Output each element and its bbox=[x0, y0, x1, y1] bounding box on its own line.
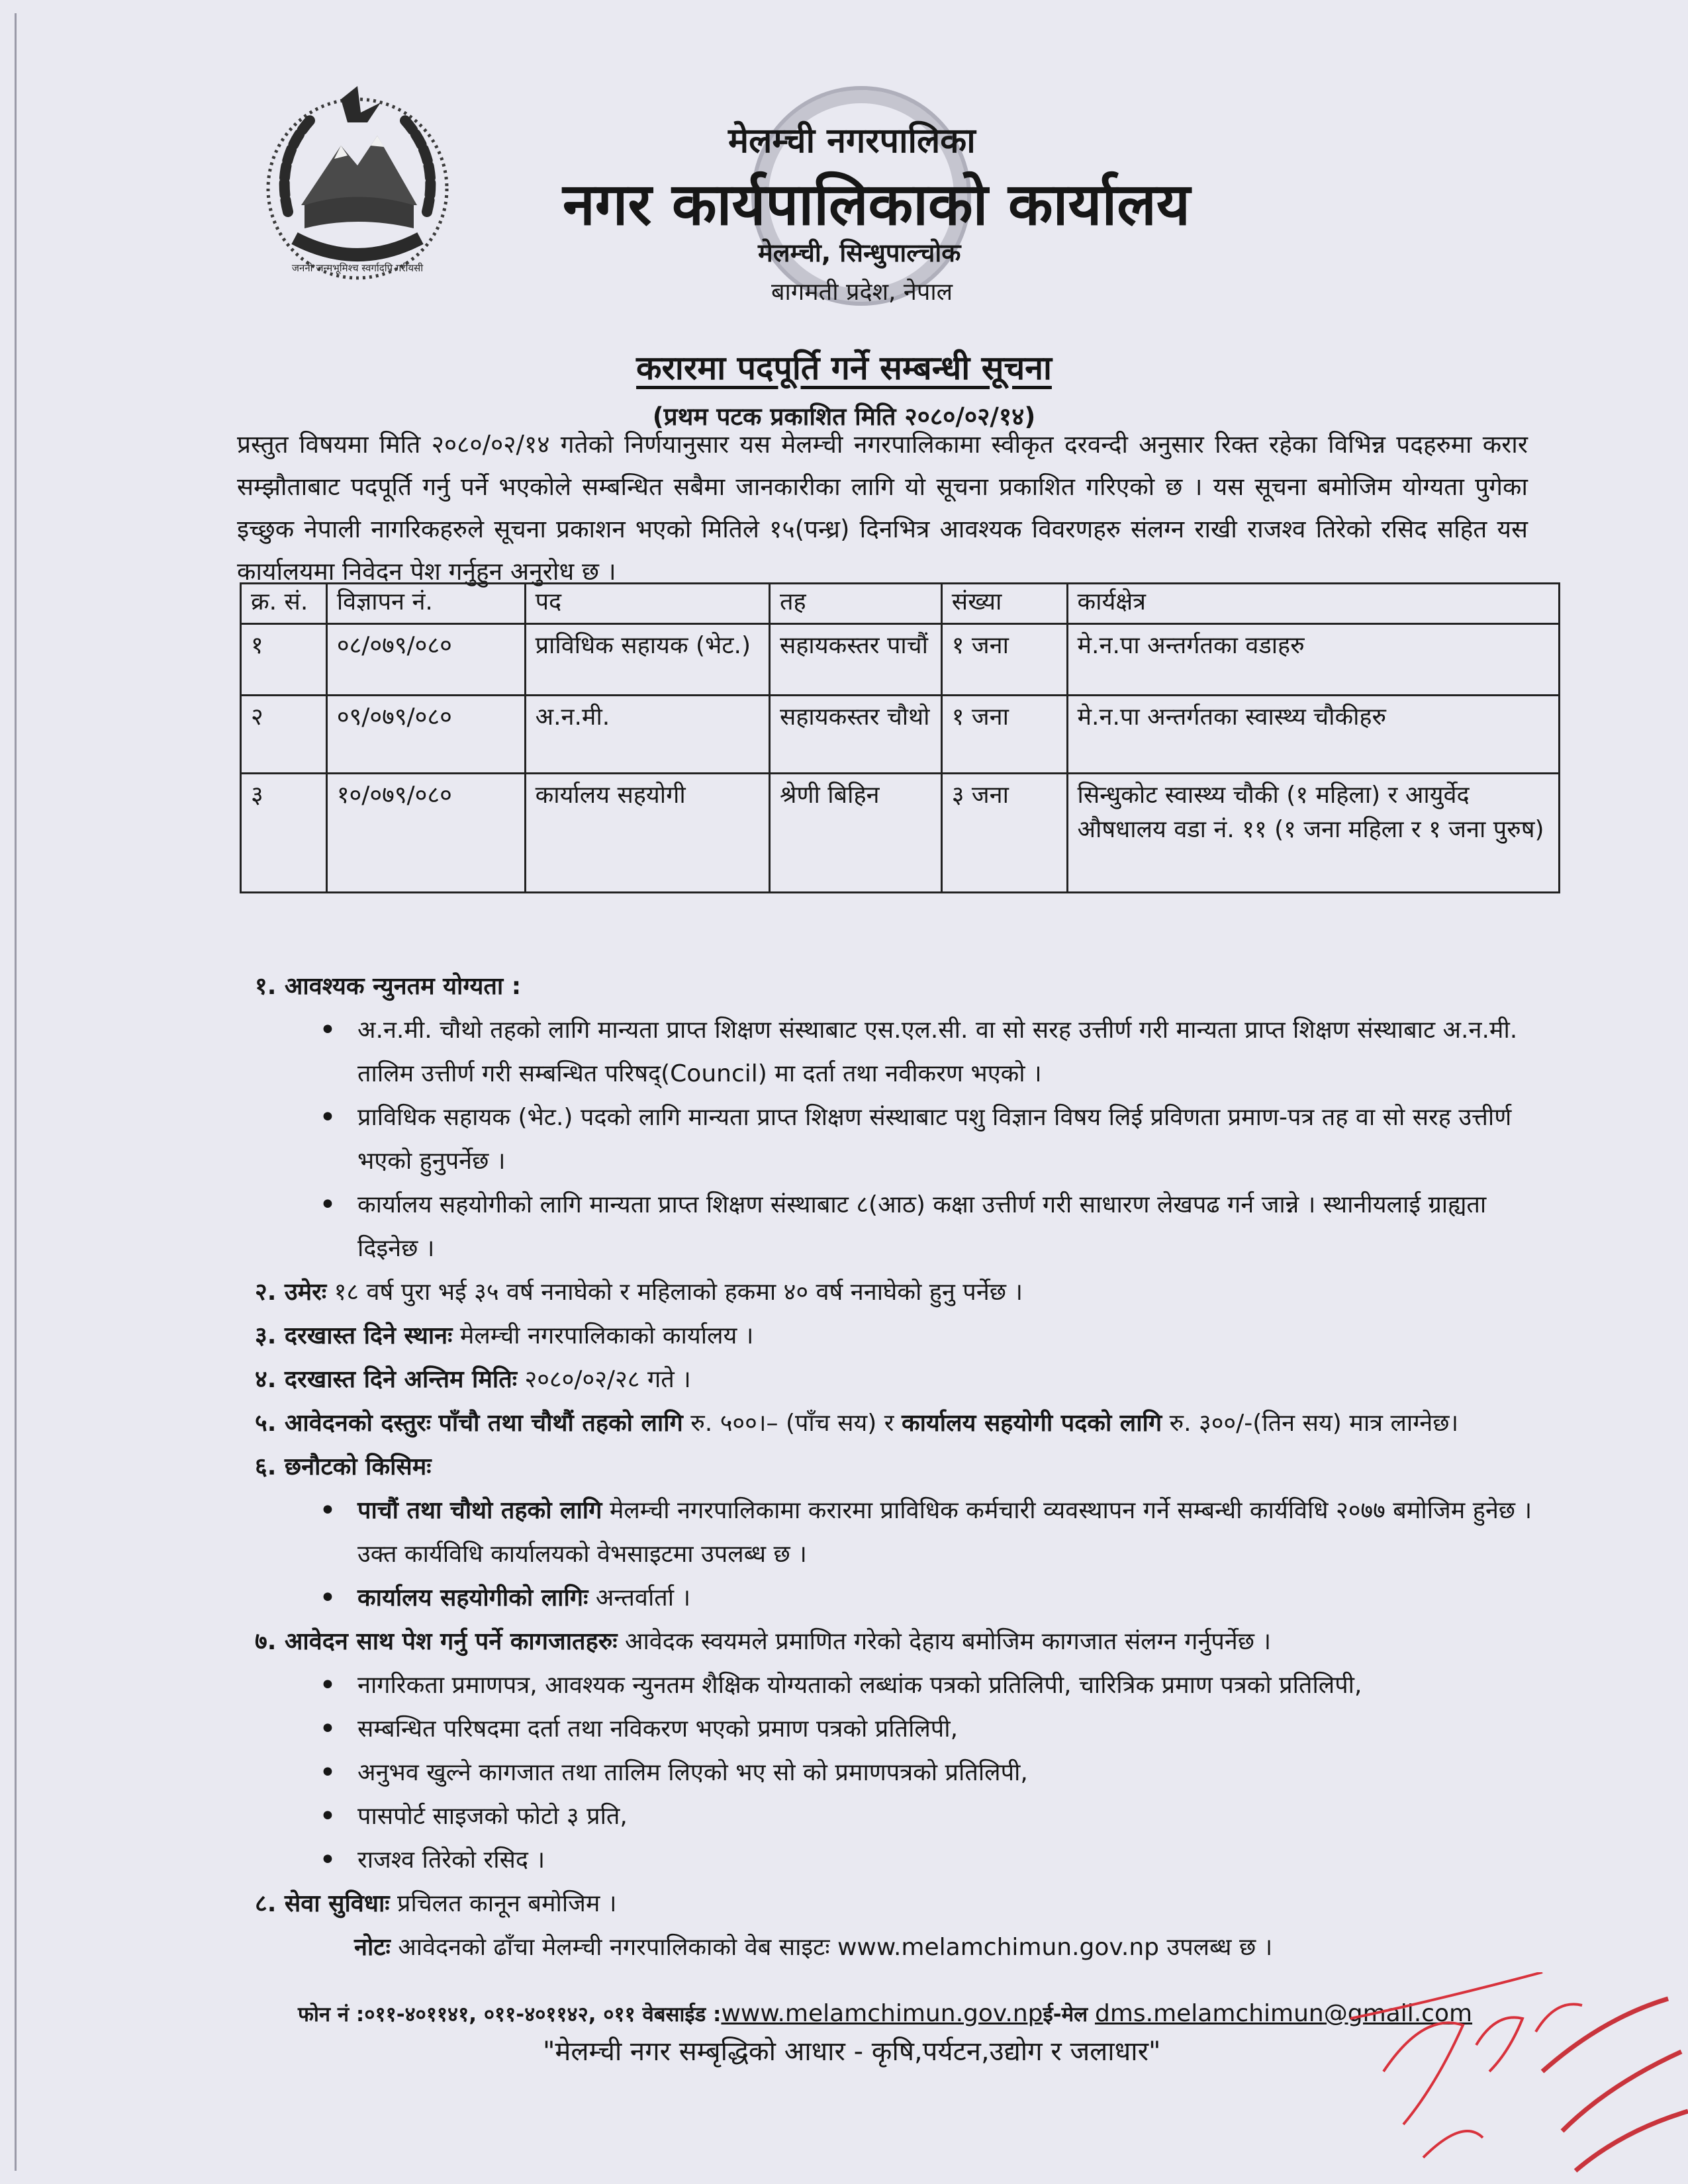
table-row bbox=[241, 774, 1560, 893]
qualification-list bbox=[255, 1009, 1552, 1271]
list-item: • सम्बन्धित परिषदमा दर्ता तथा नविकरण भएको प्रमाण पत्रको प्रतिलिपी, bbox=[357, 1707, 1552, 1751]
documents-list bbox=[255, 1664, 1552, 1882]
cell-post: प्राविधिक सहायक (भेट.) bbox=[525, 624, 769, 696]
municipality-slogan: "मेलम्ची नगर सम्बृद्धिको आधार - कृषि,पर्यटन,उद्योग र जलाधार" bbox=[543, 2036, 1161, 2067]
cell-level: सहायकस्तर पाचौं bbox=[769, 624, 941, 696]
cell-count: १ जना bbox=[941, 696, 1067, 774]
section-2-age: २. उमेरः १८ वर्ष पुरा भई ३५ वर्ष ननाघेको र महिलाको हकमा ४० वर्ष ननाघेको हुनु पर्नेछ । bbox=[255, 1279, 1023, 1306]
section-3-place: ३. दरखास्त दिने स्थानः मेलम्ची नगरपालिकाको कार्यालय । bbox=[255, 1322, 754, 1349]
section-4-deadline: ४. दरखास्त दिने अन्तिम मितिः २०८०/०२/२८ गते । bbox=[255, 1366, 691, 1393]
notice-subtitle: (प्रथम पटक प्रकाशित मिति २०८०/०२/१४) bbox=[652, 402, 1036, 431]
section-7-documents: ७. आवेदन साथ पेश गर्नु पर्ने कागजातहरुः आवेदक स्वयमले प्रमाणित गरेको देहाय बमोजिम कागजात संलग्न गर्नुपर्नेछ । bbox=[255, 1628, 1272, 1655]
list-item: • पाचौं तथा चौथो तहको लागि मेलम्ची नगरपालिकामा करारमा प्राविधिक कर्मचारी व्यवस्थापन गर्ने सम्बन्धी कार्यविधि २०७७ बमोजिम हुनेछ । उक्त कार्यविधि कार्यालयको वेभसाइटमा उपलब्ध छ । bbox=[357, 1489, 1552, 1576]
selection-list bbox=[255, 1489, 1552, 1620]
list-item: • अनुभव खुल्ने कागजात तथा तालिम लिएको भए सो को प्रमाणपत्रको प्रतिलिपी, bbox=[357, 1751, 1552, 1795]
list-item: • प्राविधिक सहायक (भेट.) पदको लागि मान्यता प्राप्त शिक्षण संस्थाबाट पशु विज्ञान विषय लिई प्रविणता प्रमाण-पत्र तह वा सो सरह उत्तीर्ण भएको हुनुपर्नेछ । bbox=[357, 1096, 1552, 1183]
section-5-fee: ५. आवेदनको दस्तुरः पाँचौ तथा चौथौं तहको लागि रु. ५००।– (पाँच सय) र कार्यालय सहयोगी पदको लागि रु. ३००/-(तिन सय) मात्र लाग्नेछ। bbox=[255, 1410, 1459, 1437]
cell-workplace: सिन्धुकोट स्वास्थ्य चौकी (१ महिला) र आयुर्वेद औषधालय वडा नं. ११ (१ जना महिला र १ जना पुरुष) bbox=[1067, 774, 1560, 893]
col-header-workplace: कार्यक्षेत्र bbox=[1067, 584, 1560, 624]
table-row bbox=[241, 624, 1560, 696]
list-item: • कार्यालय सहयोगीको लागिः अन्तर्वार्ता । bbox=[357, 1576, 1552, 1620]
municipality-name: मेलम्ची नगरपालिका bbox=[728, 121, 976, 161]
phone-label: फोन नं : bbox=[298, 2003, 365, 2026]
col-header-post: पद bbox=[525, 584, 769, 624]
nepal-emblem-icon bbox=[248, 73, 467, 291]
office-province: बागमती प्रदेश, नेपाल bbox=[771, 279, 953, 306]
cell-serial: २ bbox=[241, 696, 327, 774]
cell-level: श्रेणी बिहिन bbox=[769, 774, 941, 893]
cell-serial: १ bbox=[241, 624, 327, 696]
section-8-benefits: ८. सेवा सुविधाः प्रचिलत कानून बमोजिम । bbox=[255, 1890, 617, 1917]
notice-intro: प्रस्तुत विषयमा मिति २०८०/०२/१४ गतेको निर्णयानुसार यस मेलम्ची नगरपालिकामा स्वीकृत दरवन्दी अनुसार रिक्त रहेका विभिन्न पदहरुमा करार सम्झौताबाट पदपूर्ति गर्नु पर्ने भएकोले सम्बन्धित सबैमा जानकारीका लागि यो सूचना प्रकाशित गरिएको छ । यस सूचना बमोजिम योग्यता पुगेका इच्छुक नेपाली नागरिकहरुले सूचना प्रकाशन भएको मितिले १५(पन्ध्र) दिनभित्र आवश्यक विवरणहरु संलग्न राखी राजश्व तिरेको रसिद सहित यस कार्यालयमा निवेदन पेश गर्नुहुन अनुरोध छ । bbox=[237, 430, 1528, 586]
cell-count: ३ जना bbox=[941, 774, 1067, 893]
website-link[interactable]: www.melamchimun.gov.np bbox=[721, 2000, 1043, 2027]
col-header-serial: क्र. सं. bbox=[241, 584, 327, 624]
table-header-row bbox=[241, 584, 1560, 624]
note-line: नोटः आवेदनको ढाँचा मेलम्ची नगरपालिकाको वेब साइटः www.melamchimun.gov.np उपलब्ध छ । bbox=[354, 1934, 1273, 1961]
signature-scribble-icon bbox=[1324, 1972, 1688, 2184]
email-link[interactable]: dms.melamchimun@gmail.com bbox=[1094, 2000, 1473, 2027]
list-item: • पासपोर्ट साइजको फोटो ३ प्रति, bbox=[357, 1795, 1552, 1839]
office-address: मेलम्ची, सिन्धुपाल्चोक bbox=[758, 238, 961, 267]
cell-count: १ जना bbox=[941, 624, 1067, 696]
cell-post: अ.न.मी. bbox=[525, 696, 769, 774]
cell-ad-number: ०९/०७९/०८० bbox=[326, 696, 525, 774]
phone-numbers: ०११-४०११४१, ०११-४०११४२, ०११ वेबसाईड : bbox=[364, 2003, 722, 2026]
vacancy-table bbox=[240, 582, 1560, 893]
cell-workplace: मे.न.पा अन्तर्गतका वडाहरु bbox=[1067, 624, 1560, 696]
cell-post: कार्यालय सहयोगी bbox=[525, 774, 769, 893]
cell-ad-number: १०/०७९/०८० bbox=[326, 774, 525, 893]
email-label: ई-मेल bbox=[1043, 2003, 1088, 2026]
cell-ad-number: ०८/०७९/०८० bbox=[326, 624, 525, 696]
table-row bbox=[241, 696, 1560, 774]
office-name: नगर कार्यपालिकाको कार्यालय bbox=[563, 170, 1190, 238]
cell-serial: ३ bbox=[241, 774, 327, 893]
cell-level: सहायकस्तर चौथो bbox=[769, 696, 941, 774]
contact-line bbox=[298, 2000, 1472, 2028]
col-header-count: संख्या bbox=[941, 584, 1067, 624]
col-header-level: तह bbox=[769, 584, 941, 624]
notice-sections bbox=[255, 965, 1552, 1970]
section-6-title: ६. छनौटको किसिमः bbox=[255, 1453, 432, 1480]
emblem-motto: जननी जन्मभूमिश्च स्वर्गादपि गरीयसी bbox=[291, 262, 424, 274]
list-item: • अ.न.मी. चौथो तहको लागि मान्यता प्राप्त शिक्षण संस्थाबाट एस.एल.सी. वा सो सरह उत्तीर्ण गरी मान्यता प्राप्त शिक्षण संस्थाबाट अ.न.मी. तालिम उत्तीर्ण गरी सम्बन्धित परिषद्(Council) मा दर्ता तथा नवीकरण भएको । bbox=[357, 1009, 1552, 1096]
col-header-ad-number: विज्ञापन नं. bbox=[326, 584, 525, 624]
list-item: • नागरिकता प्रमाणपत्र, आवश्यक न्युनतम शैक्षिक योग्यताको लब्धांक पत्रको प्रतिलिपी, चारित्रिक प्रमाण पत्रको प्रतिलिपी, bbox=[357, 1664, 1552, 1707]
cell-workplace: मे.न.पा अन्तर्गतका स्वास्थ्य चौकीहरु bbox=[1067, 696, 1560, 774]
list-item: • राजश्व तिरेको रसिद । bbox=[357, 1839, 1552, 1882]
notice-title: करारमा पदपूर्ति गर्ने सम्बन्धी सूचना bbox=[636, 349, 1052, 387]
section-1-title: १. आवश्यक न्युनतम योग्यता : bbox=[255, 973, 522, 1000]
list-item: • कार्यालय सहयोगीको लागि मान्यता प्राप्त शिक्षण संस्थाबाट ८(आठ) कक्षा उत्तीर्ण गरी साधारण लेखपढ गर्न जान्ने । स्थानीयलाई ग्राह्यता दिइनेछ । bbox=[357, 1183, 1552, 1271]
